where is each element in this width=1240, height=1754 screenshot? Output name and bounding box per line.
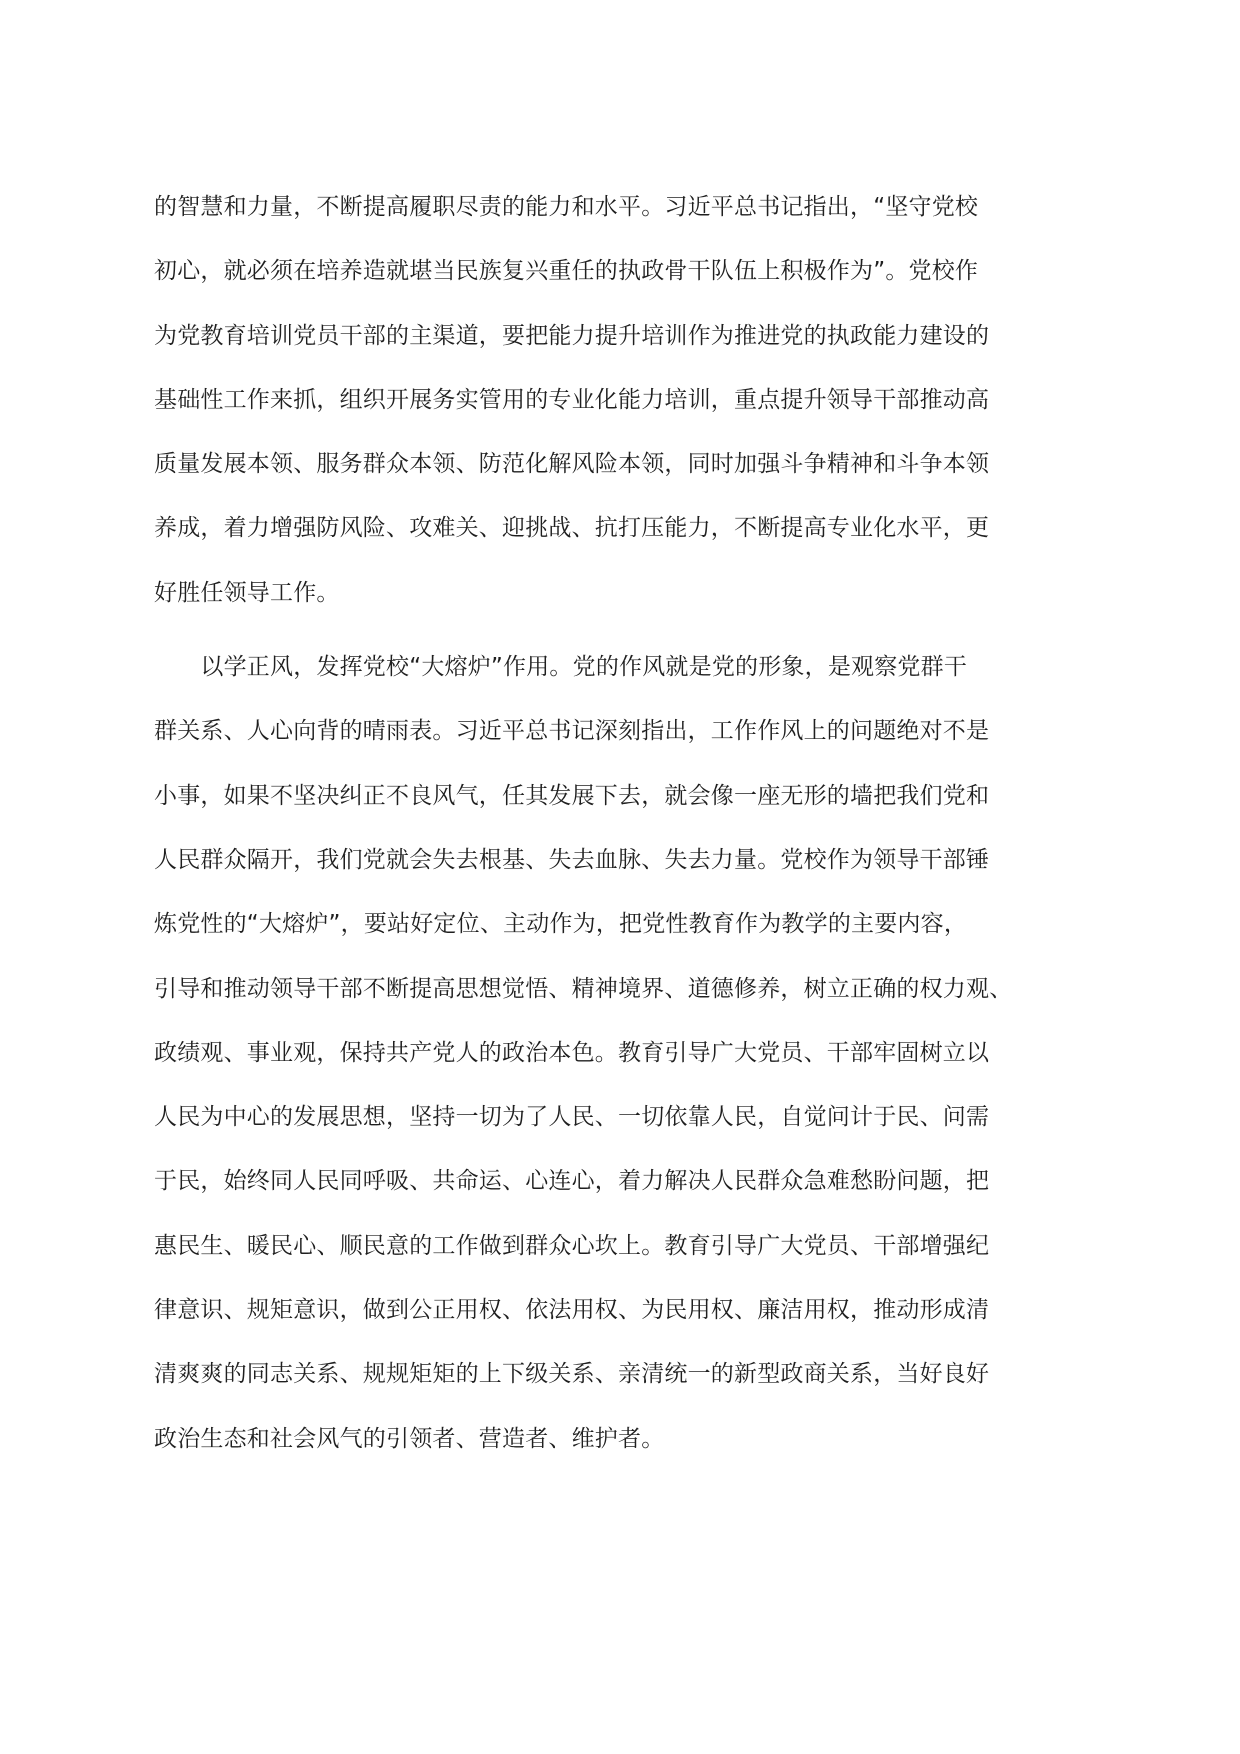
text-line: 为党教育培训党员干部的主渠道，要把能力提升培训作为推进党的执政能力建设的	[154, 322, 990, 349]
document-body	[154, 193, 1086, 1489]
paragraph-gap	[154, 643, 1086, 653]
text-line: 以学正风，发挥党校“大熔炉”作用。党的作风就是党的形象，是观察党群干	[154, 654, 968, 681]
text-line: 好胜任领导工作。	[154, 579, 340, 606]
text-line: 的智慧和力量，不断提高履职尽责的能力和水平。习近平总书记指出，“坚守党校	[154, 194, 979, 220]
text-line: 基础性工作来抓，组织开展务实管用的专业化能力培训，重点提升领导干部推动高	[154, 386, 990, 413]
paragraph-2	[154, 653, 1086, 1489]
text-line: 小事，如果不坚决纠正不良风气，任其发展下去，就会像一座无形的墙把我们党和	[154, 782, 990, 809]
text-line: 惠民生、暖民心、顺民意的工作做到群众心坎上。教育引导广大党员、干部增强纪	[154, 1232, 990, 1259]
text-line: 质量发展本领、服务群众本领、防范化解风险本领，同时加强斗争精神和斗争本领	[154, 451, 990, 478]
paragraph-1	[154, 193, 1086, 643]
text-line: 群关系、人心向背的晴雨表。习近平总书记深刻指出，工作作风上的问题绝对不是	[154, 718, 990, 745]
text-line: 于民，始终同人民同呼吸、共命运、心连心，着力解决人民群众急难愁盼问题，把	[154, 1168, 990, 1195]
text-line: 炼党性的“大熔炉”，要站好定位、主动作为，把党性教育作为教学的主要内容，	[154, 911, 968, 938]
text-line: 人民群众隔开，我们党就会失去根基、失去血脉、失去力量。党校作为领导干部锤	[154, 846, 990, 873]
text-line: 政治生态和社会风气的引领者、营造者、维护者。	[154, 1425, 665, 1452]
text-line: 人民为中心的发展思想，坚持一切为了人民、一切依靠人民，自觉问计于民、问需	[154, 1104, 990, 1131]
text-line: 初心，就必须在培养造就堪当民族复兴重任的执政骨干队伍上积极作为”。党校作	[154, 258, 979, 285]
text-line: 政绩观、事业观，保持共产党人的政治本色。教育引导广大党员、干部牢固树立以	[154, 1039, 990, 1066]
text-line: 引导和推动领导干部不断提高思想觉悟、精神境界、道德修养，树立正确的权力观、	[154, 975, 1013, 1002]
text-line: 养成，着力增强防风险、攻难关、迎挑战、抗打压能力，不断提高专业化水平，更	[154, 515, 990, 542]
text-line: 律意识、规矩意识，做到公正用权、依法用权、为民用权、廉洁用权，推动形成清	[154, 1297, 990, 1324]
text-line: 清爽爽的同志关系、规规矩矩的上下级关系、亲清统一的新型政商关系，当好良好	[154, 1361, 990, 1388]
